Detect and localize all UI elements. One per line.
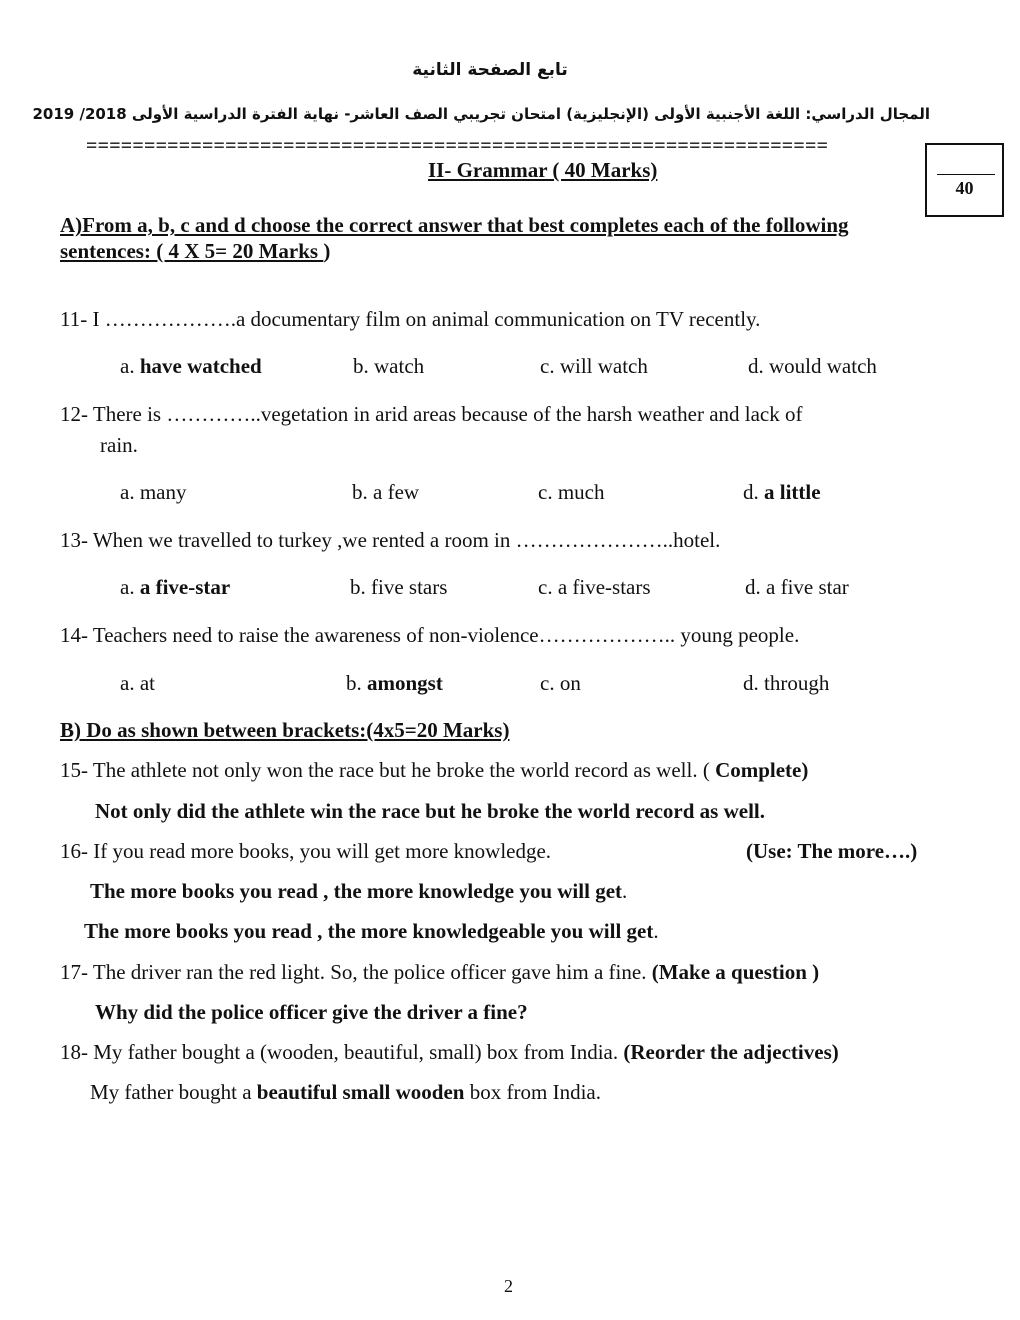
q15-bracket: Complete) bbox=[715, 758, 809, 782]
question-12-line1: 12- There is …………..vegetation in arid areas because of the harsh weather and lack of bbox=[60, 402, 803, 426]
q11-correct-answer: have watched bbox=[139, 354, 262, 378]
q14-correct-answer: amongst bbox=[367, 671, 443, 695]
separator-line: ================================================================ bbox=[86, 135, 829, 157]
q13-option-a: a. a five-star bbox=[120, 575, 231, 599]
q11-option-a: a. have watched bbox=[120, 354, 262, 378]
part-a-instruction-line2 bbox=[60, 239, 330, 264]
page-number: 2 bbox=[504, 1276, 513, 1296]
question-14: 14- Teachers need to raise the awareness of non-violence……………….. young people. bbox=[60, 623, 800, 647]
q11-option-c: c. will watch bbox=[540, 354, 648, 378]
marks-box bbox=[925, 143, 1004, 217]
q15-answer: Not only did the athlete win the race but he broke the world record as well. bbox=[95, 799, 766, 823]
marks-box-value: 40 bbox=[955, 178, 974, 198]
marks-box-line bbox=[937, 174, 995, 175]
q12-option-d: d. a little bbox=[743, 480, 821, 504]
question-12-line2: rain. bbox=[100, 433, 138, 457]
q14-option-c: c. on bbox=[540, 671, 581, 695]
section-title: II- Grammar ( 40 Marks) bbox=[428, 158, 658, 182]
q16-bracket: (Use: The more….) bbox=[746, 839, 918, 863]
q11-option-b: b. watch bbox=[353, 354, 425, 378]
question-15: 15- The athlete not only won the race but he broke the world record as well. ( Complete) bbox=[60, 758, 809, 782]
q18-answer-adjectives: beautiful small wooden bbox=[256, 1080, 465, 1104]
q18-bracket: (Reorder the adjectives) bbox=[623, 1040, 839, 1064]
part-a-instruction-marks: sentences: ( 4 X 5= 20 Marks bbox=[60, 239, 324, 263]
q12-correct-answer: a little bbox=[764, 480, 821, 504]
q13-correct-answer: a five-star bbox=[139, 575, 231, 599]
q12-option-a: a. many bbox=[120, 480, 187, 504]
q18-answer: My father bought a beautiful small wooden box from India. bbox=[90, 1080, 601, 1104]
q14-option-d: d. through bbox=[743, 671, 830, 695]
q17-answer: Why did the police officer give the driver a fine? bbox=[95, 1000, 528, 1024]
q17-bracket: (Make a question ) bbox=[651, 960, 820, 984]
q13-option-c: c. a five-stars bbox=[538, 575, 651, 599]
q16-answer-2: The more books you read , the more knowledgeable you will get. bbox=[84, 919, 659, 943]
question-17: 17- The driver ran the red light. So, the police officer gave him a fine. (Make a question ) bbox=[60, 960, 820, 984]
question-11: 11- I ……………….a documentary film on animal communication on TV recently. bbox=[60, 307, 761, 331]
q13-option-d: d. a five star bbox=[745, 575, 849, 599]
question-18: 18- My father bought a (wooden, beautiful, small) box from India. (Reorder the adjectives) bbox=[60, 1040, 839, 1064]
q12-option-b: b. a few bbox=[352, 480, 420, 504]
q14-option-b: b. amongst bbox=[346, 671, 443, 695]
question-16: 16- If you read more books, you will get more knowledge. bbox=[60, 839, 552, 863]
page-label: تابع الصفحة الثانية bbox=[412, 60, 568, 80]
q14-option-a: a. at bbox=[120, 671, 155, 695]
part-a-instruction-line1: A)From a, b, c and d choose the correct answer that best completes each of the following bbox=[60, 213, 849, 237]
subject-line: المجال الدراسي: اللغة الأجنبية الأولى (الإنجليزية) امتحان تجريبي الصف العاشر- نهاية الفترة الدراسية الأولى 2018/ 2019 bbox=[32, 105, 930, 123]
question-13: 13- When we travelled to turkey ,we rented a room in …………………..hotel. bbox=[60, 528, 721, 552]
q11-option-d: d. would watch bbox=[748, 354, 877, 378]
part-a-instruction-close: ) bbox=[323, 239, 331, 263]
q16-answer-1: The more books you read , the more knowledge you will get. bbox=[90, 879, 628, 903]
q13-option-b: b. five stars bbox=[350, 575, 448, 599]
q12-option-c: c. much bbox=[538, 480, 605, 504]
part-b-instruction: B) Do as shown between brackets:(4x5=20 Marks) bbox=[60, 718, 510, 742]
